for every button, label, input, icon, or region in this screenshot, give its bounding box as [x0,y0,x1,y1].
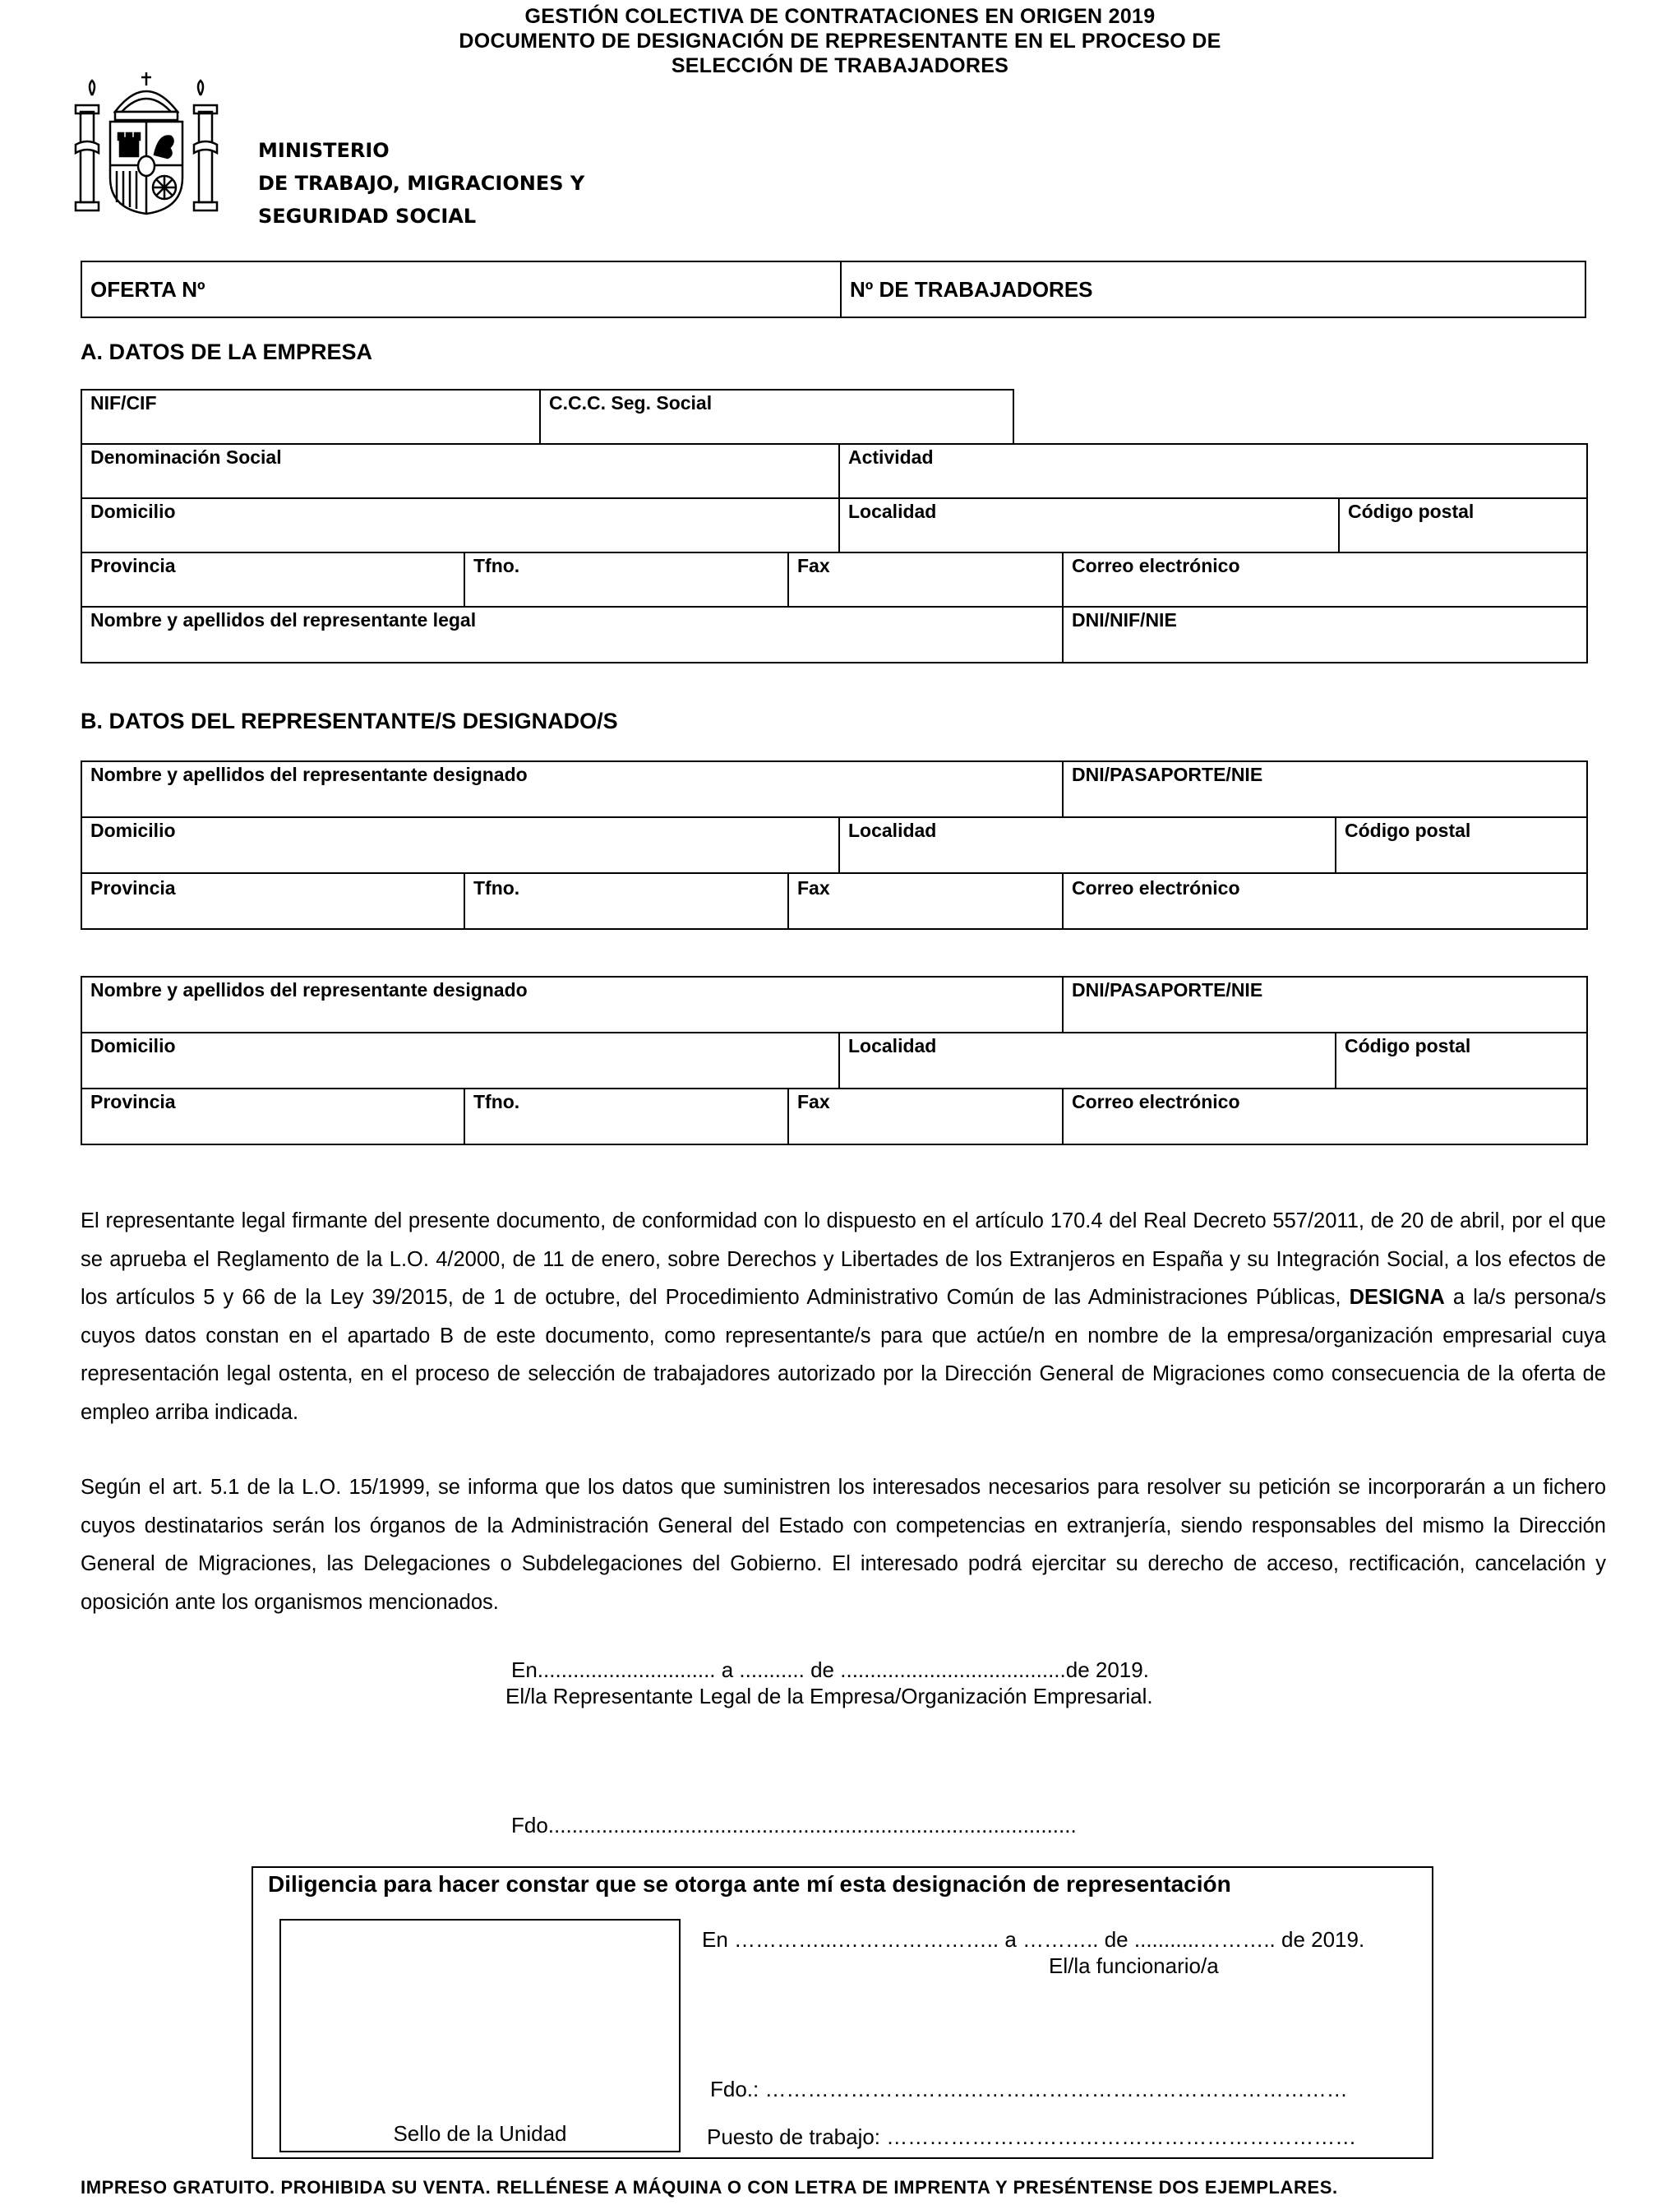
rep1-localidad-field[interactable] [838,816,1336,874]
data-protection-paragraph: Según el art. 5.1 de la L.O. 15/1999, se informa que los datos que suministren los interesados necesarios para resolver su petición se incorporarán a un fichero cuyos destinatarios serán los órganos de la Administración General del Estado con competencias en extranjería, siendo responsables del mismo la Dirección General de Migraciones, las Delegaciones o Subdelegaciones del Gobierno. El interesado podrá ejercitar su derecho de acceso, rectificación, cancelación y oposición ante los organismos mencionados. [81,1476,1606,1614]
rep1-dni-label: DNI/PASAPORTE/NIE [1072,764,1263,785]
designation-text-end: a la/s persona/s cuyos datos constan en el apartado B de este documento, como representante/s para que actúe/n en nombre de la empresa/organización empresarial cuya representación legal ostenta, en el proceso de selección de trabajadores autorizado por la Dirección General de Migraciones como consecuencia de la oferta de empleo arriba indicada. [81,1286,1606,1424]
rep1-domicilio-label: Domicilio [90,820,176,841]
company-domicilio-field[interactable] [81,497,840,553]
rep2-codigo-postal-field[interactable] [1335,1032,1588,1089]
rep1-codigo-postal-label: Código postal [1345,820,1471,841]
company-ccc-label: C.C.C. Seg. Social [549,392,713,414]
ministry-name [258,134,584,233]
diligencia-box [252,1866,1433,2159]
ministry-name-line-2: DE TRABAJO, MIGRACIONES Y [258,172,585,195]
rep2-fax-field[interactable] [787,1088,1064,1145]
rep1-provincia-label: Provincia [90,877,176,899]
rep2-correo-field[interactable] [1062,1088,1588,1145]
form-title-line-3: SELECCIÓN DE TRABAJADORES [671,54,1009,77]
rep2-fax-label: Fax [797,1091,830,1112]
rep1-localidad-label: Localidad [848,820,937,841]
designation-keyword: DESIGNA [1349,1286,1445,1310]
rep1-name-label: Nombre y apellidos del representante designado [90,764,528,785]
rep2-provincia-label: Provincia [90,1091,176,1112]
rep1-codigo-postal-field[interactable] [1335,816,1588,874]
rep2-name-label: Nombre y apellidos del representante designado [90,979,528,1001]
legal-representative-dni-label: DNI/NIF/NIE [1072,609,1177,631]
company-actividad-label: Actividad [848,446,934,468]
rep2-localidad-field[interactable] [838,1032,1336,1089]
coat-of-arms-icon [74,62,219,219]
company-tfno-label: Tfno. [473,555,520,576]
workers-count-field[interactable] [840,261,1586,318]
rep1-correo-field[interactable] [1062,872,1588,930]
company-codigo-postal-field[interactable] [1338,497,1588,553]
ministry-name-line-1: MINISTERIO [258,139,390,162]
rep2-dni-label: DNI/PASAPORTE/NIE [1072,979,1263,1001]
rep2-domicilio-label: Domicilio [90,1035,176,1056]
company-nif-label: NIF/CIF [90,392,157,414]
unit-stamp-label: Sello de la Unidad [393,2121,567,2146]
company-localidad-label: Localidad [848,501,937,522]
company-denominacion-label: Denominación Social [90,446,282,468]
offer-number-field[interactable] [81,261,842,318]
company-domicilio-label: Domicilio [90,501,176,522]
workers-count-label: Nº DE TRABAJADORES [850,277,1093,302]
signature-fdo-line: Fdo......................................................................................... [511,1813,1077,1838]
designation-text-start: El representante legal firmante del presente documento, de conformidad con lo dispuesto en el artículo 170.4 del Real Decreto 557/2011, de 20 de abril, por el que se aprueba el Reglamento de la L.O. 4/2000, de 11 de enero, sobre Derechos y Libertades de los Extranjeros en España y su Integración Social, a los efectos de los artículos 5 y 66 de la Ley 39/2015, de 1 de octubre, del Procedimiento Administrativo Común de las Administraciones Públicas, [81,1209,1606,1310]
company-nif-field[interactable] [81,389,541,445]
signature-role: El/la Representante Legal de la Empresa/Organización Empresarial. [505,1684,1153,1708]
company-actividad-field[interactable] [838,443,1588,499]
company-correo-field[interactable] [1062,552,1588,608]
rep2-domicilio-field[interactable] [81,1032,840,1089]
rep2-tfno-label: Tfno. [473,1091,520,1112]
diligencia-place-date: En …………...………………….. a ……….. de ...........……….. de 2019. [702,1927,1365,1952]
rep2-dni-field[interactable] [1062,976,1588,1033]
rep2-provincia-field[interactable] [81,1088,465,1145]
legal-representative-name-label: Nombre y apellidos del representante legal [90,609,477,631]
form-title-line-2: DOCUMENTO DE DESIGNACIÓN DE REPRESENTANTE EN EL PROCESO DE [459,30,1221,53]
rep1-fax-field[interactable] [787,872,1064,930]
rep2-correo-label: Correo electrónico [1072,1091,1240,1112]
section-b-title: B. DATOS DEL REPRESENTANTE/S DESIGNADO/S [81,709,618,733]
rep1-tfno-field[interactable] [464,872,789,930]
section-a-title: A. DATOS DE LA EMPRESA [81,340,373,364]
rep1-name-field[interactable] [81,760,1064,818]
rep2-localidad-label: Localidad [848,1035,937,1056]
rep1-provincia-field[interactable] [81,872,465,930]
rep1-tfno-label: Tfno. [473,877,520,899]
company-fax-label: Fax [797,555,830,576]
rep1-dni-field[interactable] [1062,760,1588,818]
diligencia-fdo-line: Fdo.: ……………………….……………………………………………… [710,2077,1348,2101]
ministry-name-line-3: SEGURIDAD SOCIAL [258,205,477,228]
company-tfno-field[interactable] [464,552,789,608]
legal-representative-name-field[interactable] [81,606,1064,663]
footer-notice: IMPRESO GRATUITO. PROHIBIDA SU VENTA. RELLÉNESE A MÁQUINA O CON LETRA DE IMPRENTA Y PRESÉNTENSE DOS EJEMPLARES. [81,2177,1338,2198]
unit-stamp-box[interactable] [279,1919,681,2152]
company-localidad-field[interactable] [838,497,1340,553]
rep2-codigo-postal-label: Código postal [1345,1035,1471,1056]
rep2-name-field[interactable] [81,976,1064,1033]
legal-representative-dni-field[interactable] [1062,606,1588,663]
company-codigo-postal-label: Código postal [1348,501,1475,522]
company-provincia-label: Provincia [90,555,176,576]
diligencia-puesto-line: Puesto de trabajo: ………………………………………………………… [707,2124,1357,2149]
rep2-tfno-field[interactable] [464,1088,789,1145]
rep1-fax-label: Fax [797,877,830,899]
diligencia-title: Diligencia para hacer constar que se otorga ante mí esta designación de representación [268,1871,1231,1897]
designation-paragraph [81,1202,1606,1432]
rep1-domicilio-field[interactable] [81,816,840,874]
company-correo-label: Correo electrónico [1072,555,1240,576]
company-denominacion-field[interactable] [81,443,840,499]
diligencia-officer: El/la funcionario/a [1049,1953,1219,1978]
company-provincia-field[interactable] [81,552,465,608]
rep1-correo-label: Correo electrónico [1072,877,1240,899]
form-title-line-1: GESTIÓN COLECTIVA DE CONTRATACIONES EN ORIGEN 2019 [524,5,1156,28]
offer-number-label: OFERTA Nº [90,277,205,302]
signature-place-date: En.............................. a ........... de ......................................de 2019. [511,1657,1149,1682]
company-fax-field[interactable] [787,552,1064,608]
company-ccc-field[interactable] [539,389,1014,445]
